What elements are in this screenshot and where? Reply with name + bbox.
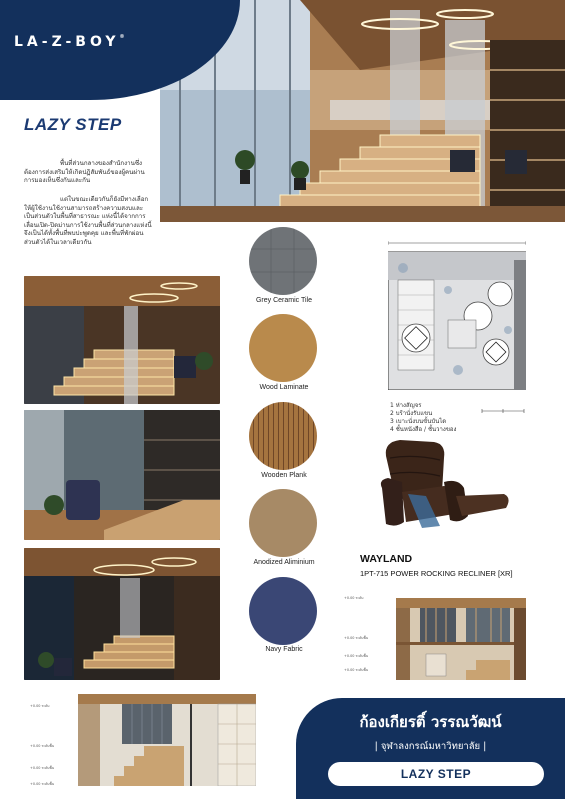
project-name-pill-label: LAZY STEP: [400, 767, 472, 781]
plan-scale-bar: [480, 404, 528, 423]
grey-ceramic-tile-swatch: [249, 227, 317, 295]
level-marker: +0.00 ระดับพื้น: [344, 654, 369, 658]
plan-note-4: 4 ชั้นหนังสือ / ชั้นวางของ: [390, 426, 457, 433]
floor-plan: [388, 240, 526, 390]
material-label-grey-ceramic-tile: Grey Ceramic Tile: [255, 297, 312, 304]
wood-laminate-swatch: [249, 314, 317, 382]
section-drawing-1: [396, 598, 526, 680]
lazboy-logo: [14, 34, 125, 50]
wooden-plank-swatch: [249, 402, 317, 470]
logo-text: LA-Z-BOY: [14, 34, 120, 50]
project-name-pill: [328, 762, 544, 786]
registered-mark: ®: [119, 34, 125, 40]
designer-name: ก้องเกียรติ์ วรรณวัฒน์: [359, 713, 502, 731]
plan-note-1: 1 ห่างสัญจร: [390, 402, 422, 409]
recliner-chair-image: [378, 436, 512, 534]
render-night-view: [24, 548, 220, 680]
level-marker: +0.00 ระดับพื้น: [344, 668, 369, 672]
university-name: | จุฬาลงกรณ์มหาวิทยาลัย |: [374, 741, 487, 752]
material-label-wooden-plank: Wooden Plank: [261, 472, 307, 479]
material-label-anodized-aluminium: Anodized Aliminium: [253, 559, 315, 566]
product-model: 1PT-715 POWER ROCKING RECLINER [XR]: [360, 569, 513, 578]
level-marker: +0.00 ระดับ: [344, 596, 364, 600]
material-label-navy-fabric: Navy Fabric: [265, 646, 303, 653]
anodized-aluminium-swatch: [249, 489, 317, 557]
description-paragraph-2: แต่ในขณะเดียวกันก็ยังมีทางเลือกให้ผู้ใช้งานใช้งานสามารถสร้างความสงบและเป็นส่วนตัวในพื้นที่สาธารณะ แห่งนี้ได้จากการเลื่อนเปิด-ปิดม่านการใช้งานพื้นที่ส่วนกลางแห่งนี้จึงเป็นได้ทั้งพื้นที่พบปะพูดคุย และพื้นที่พักผ่อนส่วนตัวได้ในเวลาเดียวกัน: [24, 196, 152, 246]
level-marker: +0.00 ระดับ: [30, 704, 50, 708]
level-marker: +0.00 ระดับพื้น: [344, 636, 369, 640]
description-paragraph-1: พื้นที่ส่วนกลางของสำนักงานซึ่งต้องการส่งเสริมให้เกิดปฏิสัมพันธ์ของผู้คนผ่านการมองเห็นซึ่งกันและกัน: [24, 160, 145, 185]
plan-note-2: 2 บร้านั่งรับแขน: [390, 410, 433, 417]
render-staircase-view: [24, 276, 220, 404]
navy-fabric-swatch: [249, 577, 317, 645]
level-marker: +0.00 ระดับพื้น: [30, 782, 55, 786]
project-title: LAZY STEP: [24, 115, 122, 134]
level-marker: +0.00 ระดับพื้น: [30, 766, 55, 770]
render-recliner-view: [24, 410, 220, 540]
product-name: WAYLAND: [360, 553, 413, 565]
level-marker: +0.00 ระดับพื้น: [30, 744, 55, 748]
material-label-wood-laminate: Wood Laminate: [259, 384, 309, 391]
section-drawing-2: [78, 694, 256, 786]
plan-note-3: 3 เบาะนั่งบนขั้นบันได: [390, 418, 447, 425]
